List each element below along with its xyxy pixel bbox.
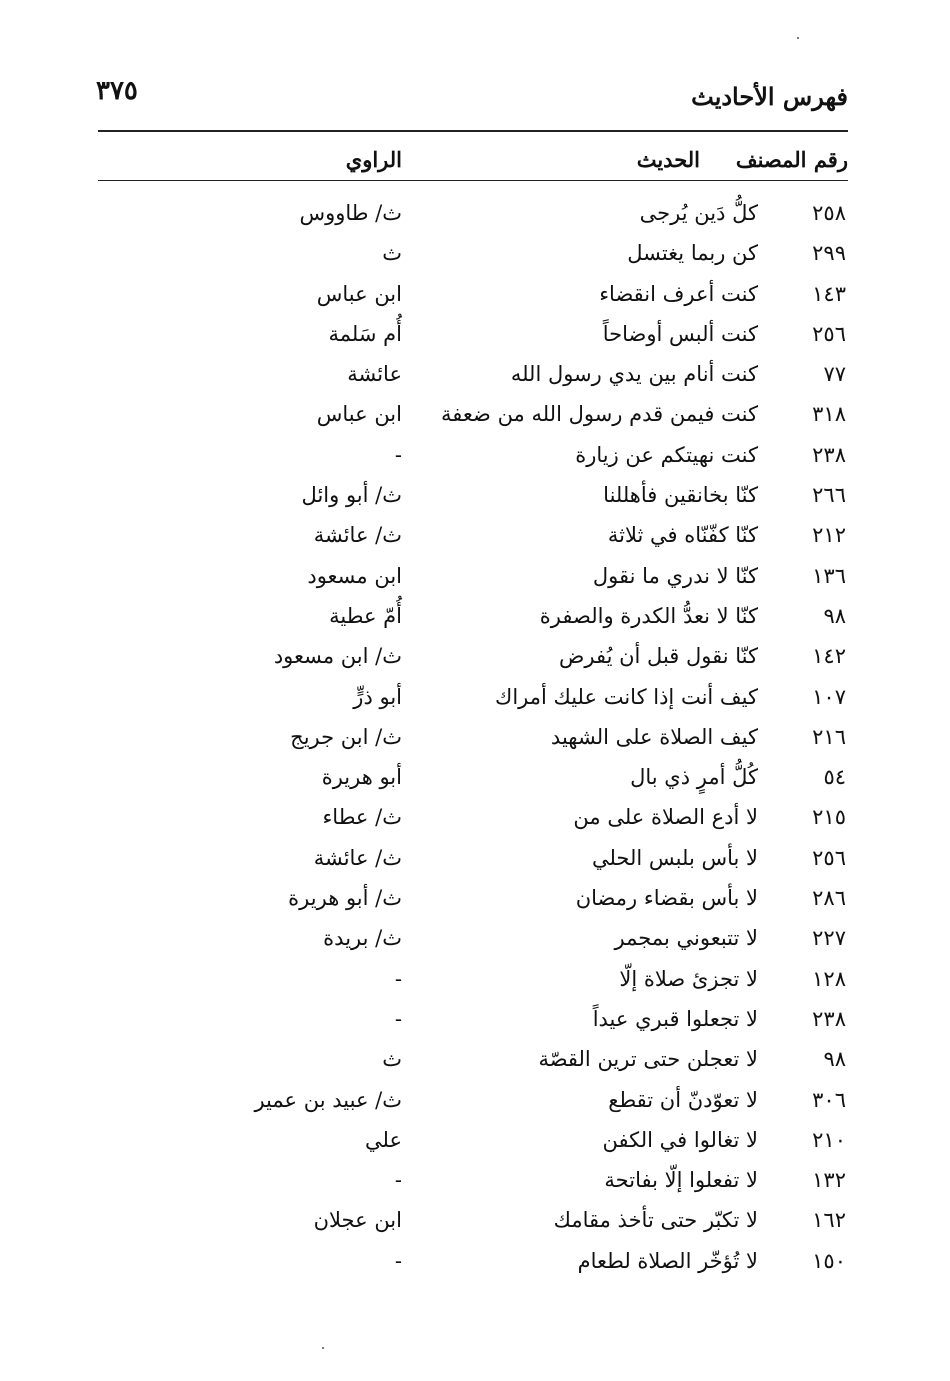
hadith-text: كُلُّ أمرٍ ذي بال bbox=[630, 765, 758, 790]
table-row bbox=[0, 918, 950, 958]
hadith-text: كيف أنت إذا كانت عليك أمراك bbox=[495, 684, 758, 709]
hadith-text: كنّا لا نعدُّ الكدرة والصفرة bbox=[539, 603, 758, 628]
page-number: ٣٧٥ bbox=[96, 76, 138, 106]
narrator-name: ابن مسعود bbox=[307, 563, 402, 588]
entry-number: ٢٩٩ bbox=[812, 241, 846, 266]
narrator-name: ث/ أبو هريرة bbox=[288, 886, 402, 911]
entry-number: ٢٨٦ bbox=[812, 886, 846, 911]
table-row bbox=[0, 274, 950, 314]
hadith-text: لا تعجلن حتى ترين القصّة bbox=[538, 1047, 758, 1072]
entry-number: ٣٠٦ bbox=[812, 1087, 846, 1112]
hadith-text: لا تعوّدنّ أن تقطع bbox=[608, 1087, 758, 1112]
header-rule bbox=[98, 130, 848, 132]
narrator-name: ث/ عائشة bbox=[313, 845, 402, 870]
entry-number: ٢١٢ bbox=[812, 523, 846, 548]
table-row bbox=[0, 1080, 950, 1120]
entry-number: ٢٥٦ bbox=[812, 321, 846, 346]
table-row bbox=[0, 1241, 950, 1281]
narrator-name: ث/ ابن جريج bbox=[290, 724, 402, 749]
entry-number: ٢٣٨ bbox=[812, 442, 846, 467]
hadith-text: لا تجزئ صلاة إلّا bbox=[619, 966, 758, 991]
entry-number: ١٥٠ bbox=[812, 1248, 846, 1273]
narrator-name: - bbox=[394, 966, 402, 991]
entry-number: ٢٥٨ bbox=[812, 201, 846, 225]
entry-number: ١٠٧ bbox=[812, 684, 846, 709]
narrator-name: أُم سَلمة bbox=[328, 321, 402, 346]
table-row bbox=[0, 193, 950, 233]
paper-speck bbox=[797, 37, 799, 39]
entry-number: ٢١٦ bbox=[812, 724, 846, 749]
hadith-text: كنت ألبس أوضاحاً bbox=[602, 321, 758, 346]
narrator-name: ث/ ابن مسعود bbox=[273, 644, 402, 669]
hadith-text: كنت أعرف انقضاء bbox=[599, 281, 758, 306]
table-row bbox=[0, 717, 950, 757]
entry-number: ٢١٠ bbox=[812, 1127, 846, 1152]
hadith-text: كنت فيمن قدم رسول الله من ضعفة bbox=[441, 402, 758, 427]
entry-number: ٢٣٨ bbox=[812, 1006, 846, 1031]
hadith-text: لا بأس بلبس الحلي bbox=[591, 845, 758, 870]
narrator-name: أُمّ عطية bbox=[329, 603, 402, 628]
table-row bbox=[0, 838, 950, 878]
entry-number: ٩٨ bbox=[823, 1047, 846, 1072]
narrator-name: ث/ أبو وائل bbox=[301, 483, 402, 508]
hadith-text: كن ربما يغتسل bbox=[627, 241, 758, 266]
column-header-hadith: الحديث bbox=[636, 147, 700, 172]
hadith-text: كنّا لا ندري ما نقول bbox=[592, 563, 758, 588]
table-row bbox=[0, 596, 950, 636]
entry-number: ٧٧ bbox=[823, 362, 846, 387]
table-row bbox=[0, 556, 950, 596]
hadith-text: كلُّ دَين يُرجى bbox=[639, 201, 758, 225]
entry-number: ١٦٢ bbox=[812, 1208, 846, 1233]
table-row bbox=[0, 797, 950, 837]
table-row bbox=[0, 878, 950, 918]
narrator-name: - bbox=[394, 442, 402, 467]
narrator-name: ابن عباس bbox=[316, 281, 402, 306]
hadith-index-table bbox=[0, 193, 950, 1281]
narrator-name: ث bbox=[382, 1047, 402, 1072]
table-row bbox=[0, 959, 950, 999]
entry-number: ١٣٦ bbox=[812, 563, 846, 588]
hadith-text: لا تغالوا في الكفن bbox=[602, 1127, 758, 1152]
hadith-text: كنت نهيتكم عن زيارة bbox=[575, 442, 758, 467]
hadith-text: لا تفعلوا إلّا بفاتحة bbox=[604, 1168, 758, 1193]
narrator-name: ث/ بريدة bbox=[323, 926, 402, 951]
entry-number: ٢٦٦ bbox=[812, 483, 846, 508]
table-row bbox=[0, 757, 950, 797]
entry-number: ٢١٥ bbox=[812, 805, 846, 830]
entry-number: ١٣٢ bbox=[812, 1168, 846, 1193]
narrator-name: ث bbox=[382, 241, 402, 266]
table-row bbox=[0, 515, 950, 555]
narrator-name: - bbox=[394, 1248, 402, 1273]
hadith-text: لا أدع الصلاة على من bbox=[573, 805, 758, 830]
narrator-name: - bbox=[394, 1006, 402, 1031]
hadith-text: كيف الصلاة على الشهيد bbox=[550, 724, 758, 749]
table-row bbox=[0, 677, 950, 717]
hadith-text: لا بأس بقضاء رمضان bbox=[575, 886, 758, 911]
entry-number: ٢٥٦ bbox=[812, 845, 846, 870]
table-row bbox=[0, 233, 950, 273]
table-row bbox=[0, 636, 950, 676]
entry-number: ٢٢٧ bbox=[812, 926, 846, 951]
table-row bbox=[0, 435, 950, 475]
narrator-name: ث/ عائشة bbox=[313, 523, 402, 548]
narrator-name: أبو ذرٍّ bbox=[353, 684, 402, 709]
table-row bbox=[0, 1200, 950, 1240]
table-row bbox=[0, 394, 950, 434]
narrator-name: ابن عجلان bbox=[313, 1208, 402, 1233]
table-row bbox=[0, 314, 950, 354]
entry-number: ٩٨ bbox=[823, 603, 846, 628]
column-header-narrator: الراوي bbox=[345, 147, 402, 172]
hadith-text: لا تجعلوا قبري عيداً bbox=[592, 1006, 758, 1031]
hadith-text: كنّا نقول قبل أن يُفرض bbox=[559, 644, 758, 669]
narrator-name: ث/ عطاء bbox=[322, 805, 402, 830]
narrator-name: ابن عباس bbox=[316, 402, 402, 427]
entry-number: ١٤٢ bbox=[812, 644, 846, 669]
narrator-name: ث/ عبيد بن عمير bbox=[254, 1087, 402, 1112]
paper-speck bbox=[322, 1347, 324, 1349]
table-row bbox=[0, 999, 950, 1039]
table-row bbox=[0, 1120, 950, 1160]
entry-number: ١٤٣ bbox=[812, 281, 846, 306]
hadith-text: لا تكبّر حتى تأخذ مقامك bbox=[553, 1208, 758, 1233]
running-header-title: فهرس الأحاديث bbox=[691, 82, 848, 111]
narrator-name: - bbox=[394, 1168, 402, 1193]
column-header-rule bbox=[98, 180, 848, 181]
narrator-name: أبو هريرة bbox=[321, 765, 402, 790]
entry-number: ٣١٨ bbox=[812, 402, 846, 427]
column-header-number: رقم المصنف bbox=[735, 147, 848, 172]
table-row bbox=[0, 1039, 950, 1079]
hadith-text: لا تُؤخّر الصلاة لطعام bbox=[577, 1248, 758, 1273]
narrator-name: علي bbox=[365, 1127, 402, 1152]
table-row bbox=[0, 354, 950, 394]
table-row bbox=[0, 1160, 950, 1200]
narrator-name: ث/ طاووس bbox=[299, 201, 402, 225]
narrator-name: عائشة bbox=[347, 362, 402, 387]
entry-number: ١٢٨ bbox=[812, 966, 846, 991]
hadith-text: لا تتبعوني بمجمر bbox=[614, 926, 758, 951]
hadith-text: كنّا كفّنّاه في ثلاثة bbox=[607, 523, 758, 548]
hadith-text: كنت أنام بين يدي رسول الله bbox=[510, 362, 758, 387]
hadith-text: كنّا بخانقين فأهللنا bbox=[603, 483, 758, 508]
entry-number: ٥٤ bbox=[823, 765, 846, 790]
table-row bbox=[0, 475, 950, 515]
